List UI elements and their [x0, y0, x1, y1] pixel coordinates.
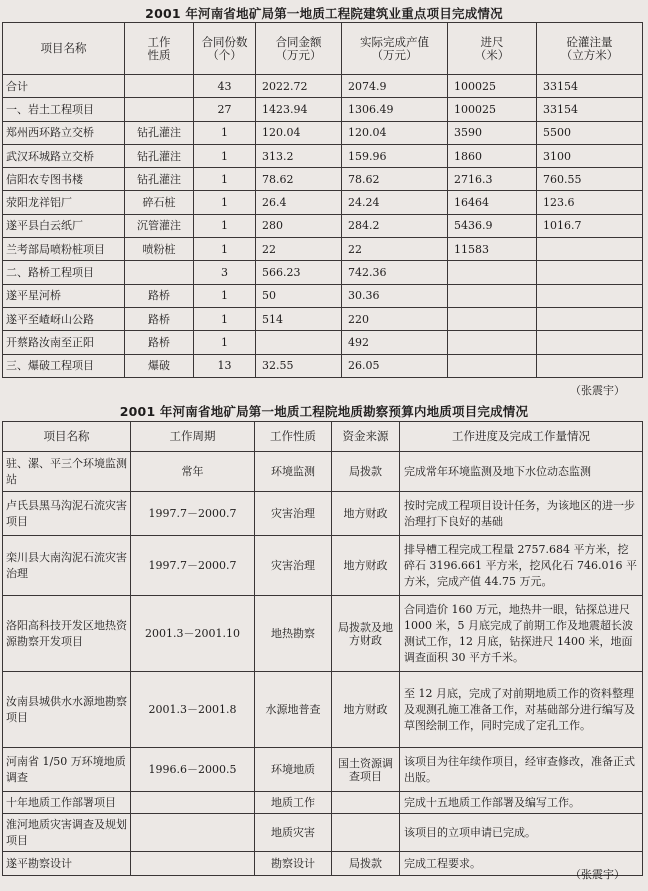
cell-type	[125, 75, 194, 98]
cell-copies: 43	[194, 75, 256, 98]
cell-progress: 完成常年环境监测及地下水位动态监测	[400, 452, 643, 492]
header-grout: 砼灌注量 （立方米）	[537, 23, 643, 75]
cell-funding: 局拨款	[332, 452, 400, 492]
cell-footage: 3590	[448, 121, 537, 144]
cell-copies: 13	[194, 354, 256, 377]
cell-name: 洛阳高科技开发区地热资源勘察开发项目	[3, 596, 131, 672]
cell-grout	[537, 284, 643, 307]
cell-name: 二、路桥工程项目	[3, 261, 125, 284]
table-row	[3, 214, 643, 237]
header-output: 实际完成产值 （万元）	[342, 23, 448, 75]
cell-funding: 地方财政	[332, 536, 400, 596]
table-row	[3, 492, 643, 536]
table-row	[3, 121, 643, 144]
cell-name: 驻、漯、平三个环境监测站	[3, 452, 131, 492]
table1-header-row	[3, 23, 643, 75]
cell-footage	[448, 261, 537, 284]
cell-name: 淮河地质灾害调查及规划项目	[3, 814, 131, 852]
cell-nature: 灾害治理	[255, 492, 332, 536]
cell-grout: 3100	[537, 144, 643, 167]
cell-copies: 1	[194, 168, 256, 191]
cell-output: 26.05	[342, 354, 448, 377]
table-row	[3, 792, 643, 814]
header-type: 工作 性质	[125, 23, 194, 75]
cell-footage: 16464	[448, 191, 537, 214]
cell-grout: 33154	[537, 75, 643, 98]
table1-credit: （张震宇）	[570, 384, 625, 397]
cell-grout: 123.6	[537, 191, 643, 214]
cell-output: 284.2	[342, 214, 448, 237]
cell-type: 爆破	[125, 354, 194, 377]
table-row	[3, 191, 643, 214]
cell-period	[131, 792, 255, 814]
cell-name: 汝南县城供水水源地勘察项目	[3, 672, 131, 748]
cell-type: 钻孔灌注	[125, 144, 194, 167]
cell-copies: 1	[194, 214, 256, 237]
cell-type: 钻孔灌注	[125, 121, 194, 144]
cell-output: 220	[342, 307, 448, 330]
cell-name: 栾川县大南沟泥石流灾害治理	[3, 536, 131, 596]
header-period: 工作周期	[131, 422, 255, 452]
cell-amount: 22	[256, 238, 342, 261]
cell-funding: 局拨款及地方财政	[332, 596, 400, 672]
cell-copies: 1	[194, 191, 256, 214]
cell-footage	[448, 307, 537, 330]
table-row	[3, 536, 643, 596]
cell-name: 遂平星河桥	[3, 284, 125, 307]
cell-name: 卢氏县黑马沟泥石流灾害项目	[3, 492, 131, 536]
table1-title: 2001 年河南省地矿局第一地质工程院建筑业重点项目完成情况	[145, 6, 503, 21]
cell-funding: 地方财政	[332, 492, 400, 536]
cell-nature: 水源地普查	[255, 672, 332, 748]
cell-name: 郑州西环路立交桥	[3, 121, 125, 144]
cell-copies: 1	[194, 121, 256, 144]
cell-type: 路桥	[125, 307, 194, 330]
cell-copies: 1	[194, 238, 256, 261]
table2-header-row	[3, 422, 643, 452]
cell-output: 2074.9	[342, 75, 448, 98]
cell-output: 742.36	[342, 261, 448, 284]
cell-footage: 1860	[448, 144, 537, 167]
table-row	[3, 852, 643, 876]
cell-copies: 3	[194, 261, 256, 284]
cell-name: 信阳农专图书楼	[3, 168, 125, 191]
cell-progress: 完成十五地质工作部署及编写工作。	[400, 792, 643, 814]
cell-type: 喷粉桩	[125, 238, 194, 261]
cell-output: 159.96	[342, 144, 448, 167]
header-amount: 合同金额 （万元）	[256, 23, 342, 75]
cell-name: 河南省 1/50 万环境地质调查	[3, 748, 131, 792]
cell-nature: 环境地质	[255, 748, 332, 792]
cell-progress: 该项目为往年续作项目，经审查修改，准备正式出版。	[400, 748, 643, 792]
table1	[2, 22, 643, 378]
cell-footage	[448, 354, 537, 377]
header-name: 项目名称	[3, 23, 125, 75]
cell-period: 2001.3－2001.8	[131, 672, 255, 748]
cell-name: 三、爆破工程项目	[3, 354, 125, 377]
cell-grout: 33154	[537, 98, 643, 121]
cell-name: 一、岩土工程项目	[3, 98, 125, 121]
cell-period	[131, 814, 255, 852]
table-row	[3, 331, 643, 354]
header-funding: 资金来源	[332, 422, 400, 452]
table2	[2, 421, 643, 876]
cell-footage: 11583	[448, 238, 537, 261]
header-name: 项目名称	[3, 422, 131, 452]
cell-grout	[537, 354, 643, 377]
table-row	[3, 261, 643, 284]
table-row	[3, 75, 643, 98]
table-row	[3, 144, 643, 167]
cell-amount: 566.23	[256, 261, 342, 284]
cell-funding	[332, 814, 400, 852]
cell-footage	[448, 331, 537, 354]
cell-amount: 313.2	[256, 144, 342, 167]
cell-amount: 50	[256, 284, 342, 307]
cell-footage: 5436.9	[448, 214, 537, 237]
cell-amount: 32.55	[256, 354, 342, 377]
cell-type: 路桥	[125, 284, 194, 307]
cell-footage: 100025	[448, 98, 537, 121]
cell-nature: 环境监测	[255, 452, 332, 492]
cell-amount: 2022.72	[256, 75, 342, 98]
cell-progress: 排导槽工程完成工程量 2757.684 平方米，挖碎石 3196.661 平方米，挖风化石 746.016 平方米，完成产值 44.75 万元。	[400, 536, 643, 596]
cell-type	[125, 98, 194, 121]
cell-type: 沉管灌注	[125, 214, 194, 237]
cell-amount: 26.4	[256, 191, 342, 214]
header-footage: 进尺 （米）	[448, 23, 537, 75]
table-row	[3, 354, 643, 377]
cell-nature: 地热勘察	[255, 596, 332, 672]
cell-copies: 1	[194, 284, 256, 307]
cell-grout	[537, 261, 643, 284]
cell-period	[131, 852, 255, 876]
cell-funding	[332, 792, 400, 814]
cell-grout	[537, 238, 643, 261]
cell-amount	[256, 331, 342, 354]
cell-footage: 100025	[448, 75, 537, 98]
cell-amount: 120.04	[256, 121, 342, 144]
table-row	[3, 814, 643, 852]
cell-type: 路桥	[125, 331, 194, 354]
cell-period: 1997.7－2000.7	[131, 492, 255, 536]
table-row	[3, 596, 643, 672]
cell-name: 荥阳龙祥铝厂	[3, 191, 125, 214]
cell-funding: 国土资源调查项目	[332, 748, 400, 792]
cell-nature: 勘察设计	[255, 852, 332, 876]
cell-progress: 合同造价 160 万元，地热井一眼，钻探总进尺 1000 米，5 月底完成了前期工作及地震超长波测试工作，12 月底，钻探进尺 1400 米，地面调查面积 30 平方千米。	[400, 596, 643, 672]
cell-funding: 局拨款	[332, 852, 400, 876]
cell-name: 遂平勘察设计	[3, 852, 131, 876]
cell-copies: 1	[194, 307, 256, 330]
cell-progress: 完成工程要求。	[400, 852, 643, 876]
table-row	[3, 238, 643, 261]
cell-name: 遂平县白云纸厂	[3, 214, 125, 237]
cell-nature: 地质灾害	[255, 814, 332, 852]
table-row	[3, 168, 643, 191]
cell-copies: 27	[194, 98, 256, 121]
cell-amount: 78.62	[256, 168, 342, 191]
cell-output: 492	[342, 331, 448, 354]
cell-grout: 5500	[537, 121, 643, 144]
cell-type: 钻孔灌注	[125, 168, 194, 191]
table-row	[3, 748, 643, 792]
cell-period: 1996.6－2000.5	[131, 748, 255, 792]
cell-name: 十年地质工作部署项目	[3, 792, 131, 814]
cell-nature: 地质工作	[255, 792, 332, 814]
cell-grout: 1016.7	[537, 214, 643, 237]
cell-grout	[537, 331, 643, 354]
cell-name: 开蔡路汝南至正阳	[3, 331, 125, 354]
cell-type	[125, 261, 194, 284]
cell-footage	[448, 284, 537, 307]
cell-progress: 按时完成工程项目设计任务，为该地区的进一步治理打下良好的基础	[400, 492, 643, 536]
cell-copies: 1	[194, 331, 256, 354]
cell-name: 兰考部局喷粉桩项目	[3, 238, 125, 261]
header-progress: 工作进度及完成工作量情况	[400, 422, 643, 452]
cell-type: 碎石桩	[125, 191, 194, 214]
header-copies: 合同份数 （个）	[194, 23, 256, 75]
cell-funding: 地方财政	[332, 672, 400, 748]
cell-copies: 1	[194, 144, 256, 167]
cell-amount: 1423.94	[256, 98, 342, 121]
cell-amount: 514	[256, 307, 342, 330]
cell-output: 1306.49	[342, 98, 448, 121]
table2-title: 2001 年河南省地矿局第一地质工程院地质勘察预算内地质项目完成情况	[119, 404, 529, 419]
table-row	[3, 284, 643, 307]
cell-amount: 280	[256, 214, 342, 237]
cell-grout	[537, 307, 643, 330]
cell-period: 2001.3－2001.10	[131, 596, 255, 672]
cell-output: 24.24	[342, 191, 448, 214]
table2-credit: （张震宇）	[570, 868, 625, 881]
cell-progress: 该项目的立项申请已完成。	[400, 814, 643, 852]
header-nature: 工作性质	[255, 422, 332, 452]
cell-period: 1997.7－2000.7	[131, 536, 255, 596]
cell-output: 22	[342, 238, 448, 261]
cell-progress: 至 12 月底，完成了对前期地质工作的资料整理及观测孔施工准备工作，对基础部分进行编写及草图绘制工作，同时完成了定孔工作。	[400, 672, 643, 748]
cell-name: 武汉环城路立交桥	[3, 144, 125, 167]
cell-output: 120.04	[342, 121, 448, 144]
table-row	[3, 672, 643, 748]
cell-output: 30.36	[342, 284, 448, 307]
cell-name: 合计	[3, 75, 125, 98]
cell-grout: 760.55	[537, 168, 643, 191]
cell-nature: 灾害治理	[255, 536, 332, 596]
table-row	[3, 307, 643, 330]
cell-output: 78.62	[342, 168, 448, 191]
table-row	[3, 452, 643, 492]
cell-name: 遂平至嵖岈山公路	[3, 307, 125, 330]
table-row	[3, 98, 643, 121]
cell-footage: 2716.3	[448, 168, 537, 191]
cell-period: 常年	[131, 452, 255, 492]
